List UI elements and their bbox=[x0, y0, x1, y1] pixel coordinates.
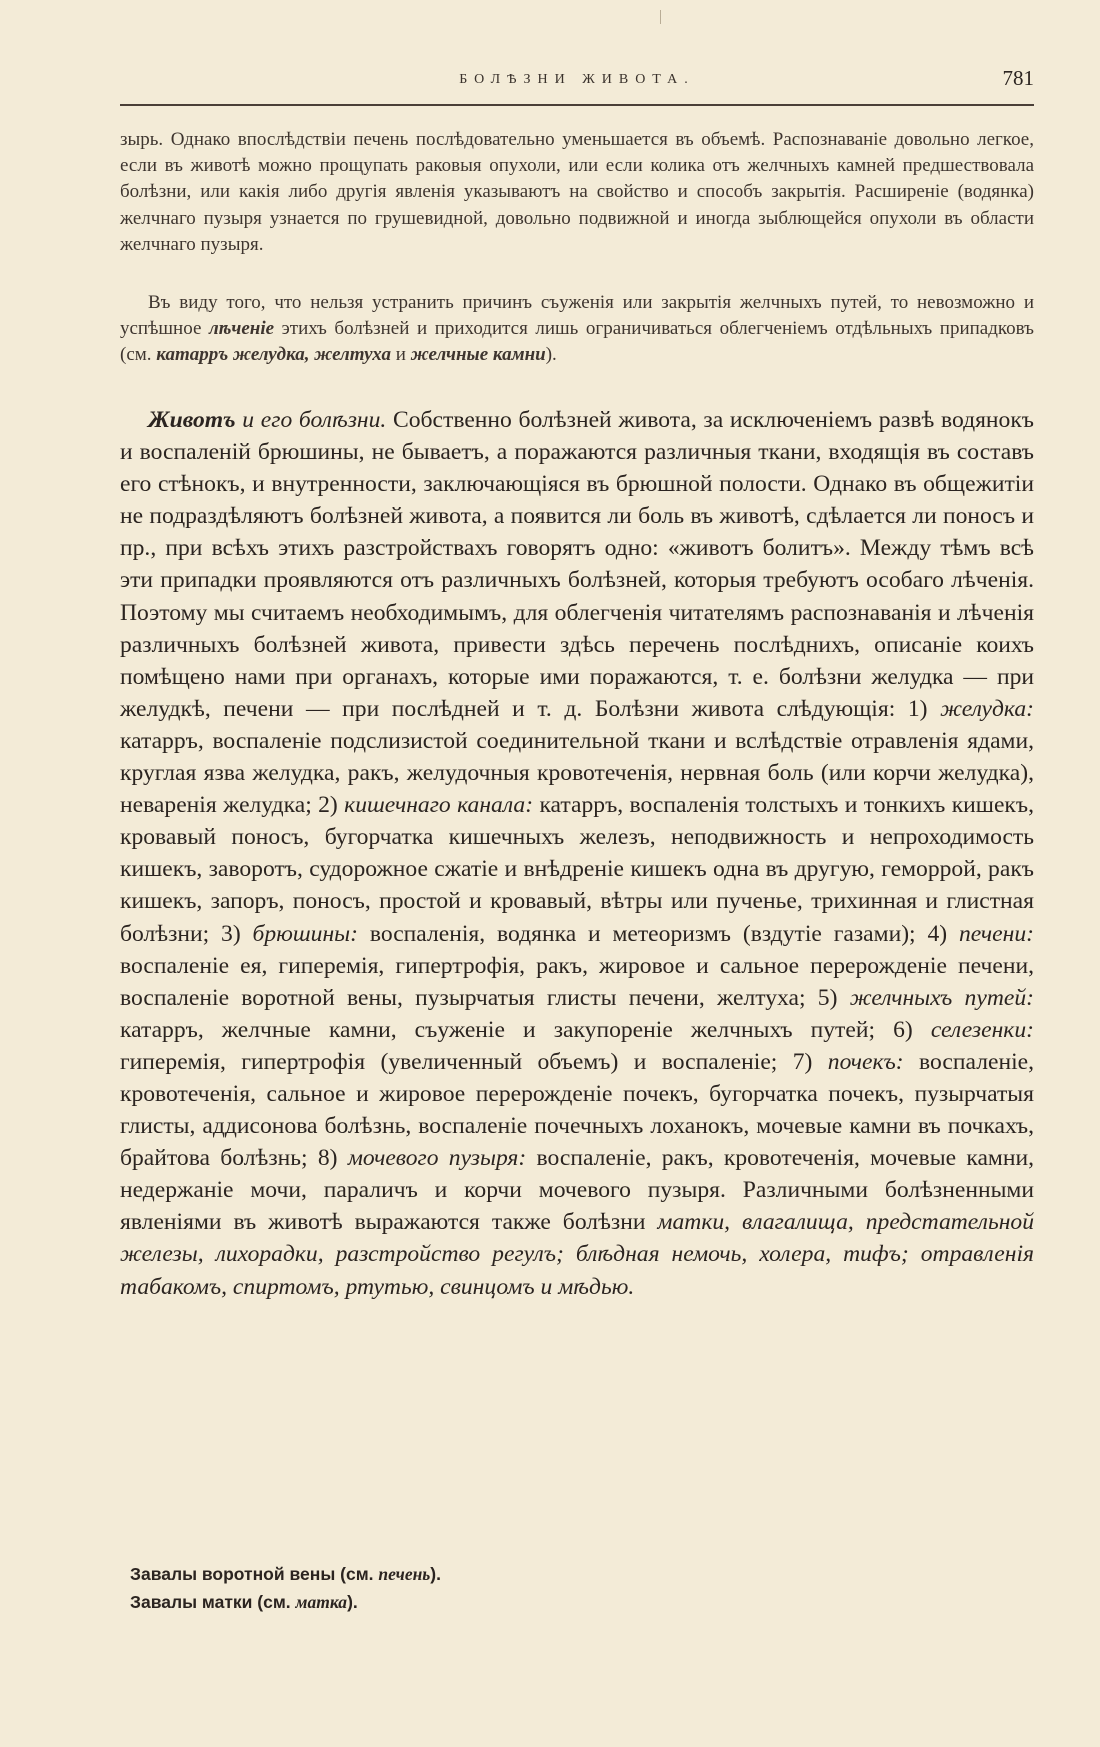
article-text-7: гиперемія, гипертрофія (увеличенный объемъ) и воспаленіе; 7) bbox=[120, 1048, 828, 1075]
article-text-1: Собственно болѣзней живота, за исключеніемъ развѣ водянокъ и воспаленій брюшины, не бываетъ, а поражаются различныя ткани, входящія въ составъ его стѣнокъ, и внутренности, заключающіяся въ брюшной полости. Однако въ общежитіи не подраздѣляютъ болѣзней живота, а появится ли боль въ животѣ, сдѣлается ли поносъ и пр., при всѣхъ этихъ разстройствахъ говорятъ одно: «животъ болитъ». Между тѣмъ всѣ эти припадки проявляются отъ различныхъ болѣзней, которыя требуютъ особаго лѣченія. Поэтому мы считаемъ необходимымъ, для облегченія читателямъ распознаванія и лѣченія различныхъ болѣзней живота, привести здѣсь перечень послѣднихъ, описаніе коихъ помѣщено нами при органахъ, которые ими поражаются, т. е. болѣзни желудка — при желудкѣ, печени — при послѣдней и т. д. Болѣзни живота слѣдующія: 1) bbox=[120, 407, 1035, 722]
treatment-text-c: и bbox=[391, 344, 411, 366]
page-mark bbox=[660, 10, 661, 24]
cross-ref-uterus[interactable]: Завалы матки (см. матка). bbox=[130, 1592, 358, 1612]
treatment-paragraph bbox=[120, 290, 1034, 369]
article-text-5: воспаленіе ея, гиперемія, гипертрофія, ракъ, жировое и сальное перерожденіе печени, воспаленіе воротной вены, пузырчатыя глисты печени, желтуха; 5) bbox=[120, 952, 1034, 1011]
organ-bladder: мочевого пузыря: bbox=[347, 1145, 527, 1172]
organ-intestines: кишечнаго канала: bbox=[344, 792, 534, 819]
treatment-text-d: ). bbox=[545, 344, 557, 366]
article-headword-rest: и его болѣзни. bbox=[235, 407, 387, 433]
treatment-text-b: этихъ болѣзней и приходится лишь ограничиваться облегченіемъ отдѣльныхъ припадковъ (см. bbox=[120, 318, 1034, 366]
treatment-word: лѣченіе bbox=[208, 318, 275, 340]
article-text-8: воспаленіе, кровотеченія, сальное и жировое перерожденіе почекъ, бугорчатка почекъ, пузырчатыя глисты, аддисонова болѣзнь, воспаленіе почечныхъ лоханокъ, мочевые камни въ почкахъ, брайтова болѣзнь; 8) bbox=[120, 1048, 1034, 1172]
header-rule bbox=[120, 104, 1034, 106]
organ-spleen: селезенки: bbox=[930, 1016, 1034, 1043]
organ-peritoneum: брюшины: bbox=[252, 920, 358, 947]
organ-kidneys: почекъ: bbox=[827, 1048, 904, 1075]
organ-bile-ducts: желчныхъ путей: bbox=[849, 984, 1034, 1011]
treatment-refs-2: желчные камни bbox=[410, 344, 546, 366]
article-text-9: воспаленіе, ракъ, кровотеченія, мочевые камни, недержаніе мочи, параличъ и корчи мочевого пузыря. Различными болѣзненными явленіями въ животѣ выражаются также болѣзни bbox=[120, 1145, 1034, 1236]
article-text-6: катарръ, желчные камни, съуженіе и закупореніе желчныхъ путей; 6) bbox=[120, 1016, 931, 1043]
running-head: БОЛѢЗНИ ЖИВОТА. bbox=[459, 72, 695, 87]
article-text-2: катарръ, воспаленіе подслизистой соединительной ткани и вслѣдствіе отравленія ядами, круглая язва желудка, ракъ, желудочныя кровотеченія, нервная боль (или корчи желудка), неваренія желудка; 2) bbox=[120, 727, 1034, 819]
treatment-refs: катарръ желудка, желтуха bbox=[156, 344, 392, 366]
page-number: 781 bbox=[1002, 66, 1034, 90]
article-text-4: воспаленія, водянка и метеоризмъ (вздутіе газами); 4) bbox=[358, 920, 959, 947]
article-text-3: катарръ, воспаленія толстыхъ и тонкихъ кишекъ, кровавый поносъ, бугорчатка кишечныхъ железъ, неподвижность и непроходимость кишекъ, заворотъ, судорожное сжатіе и внѣдреніе кишекъ одна въ другую, геморрой, ракъ кишекъ, запоръ, поносъ, простой и кровавый, вѣтры или пученье, трихинная и глистная болѣзни; 3) bbox=[120, 792, 1034, 947]
cross-references bbox=[130, 1560, 1030, 1616]
article-abdomen bbox=[120, 404, 1034, 1303]
continuation-paragraph bbox=[120, 127, 1034, 258]
cross-ref-portal-vein[interactable]: Завалы воротной вены (см. печень). bbox=[130, 1564, 441, 1584]
article-tail-list: матки, влагалища, предстательной железы, лихорадки, разстройство регулъ; блѣдная немочь, холера, тифъ; отравленія табакомъ, спиртомъ, ртутью, свинцомъ и мѣдью. bbox=[120, 1209, 1034, 1300]
continuation-text: зырь. Однако впослѣдствіи печень послѣдовательно уменьшается въ объемѣ. Распознаваніе довольно легкое, если въ животѣ можно прощупать раковыя опухоли, или если колика отъ желчныхъ камней предшествовала болѣзни, или какія либо другія явленія указываютъ на свойство и способъ закрытія. Расширеніе (водянка) желчнаго пузыря узнается по грушевидной, довольно подвижной и иногда зыблющейся опухоли въ области желчнаго пузыря. bbox=[120, 129, 1034, 255]
treatment-text-a: Въ виду того, что нельзя устранить причинъ съуженія или закрытія желчныхъ путей, то невозможно и успѣшное bbox=[120, 292, 1034, 340]
organ-stomach: желудка: bbox=[940, 695, 1034, 722]
organ-liver: печени: bbox=[958, 920, 1035, 947]
page-header bbox=[120, 66, 1034, 100]
article-headword: Животъ bbox=[148, 407, 236, 433]
